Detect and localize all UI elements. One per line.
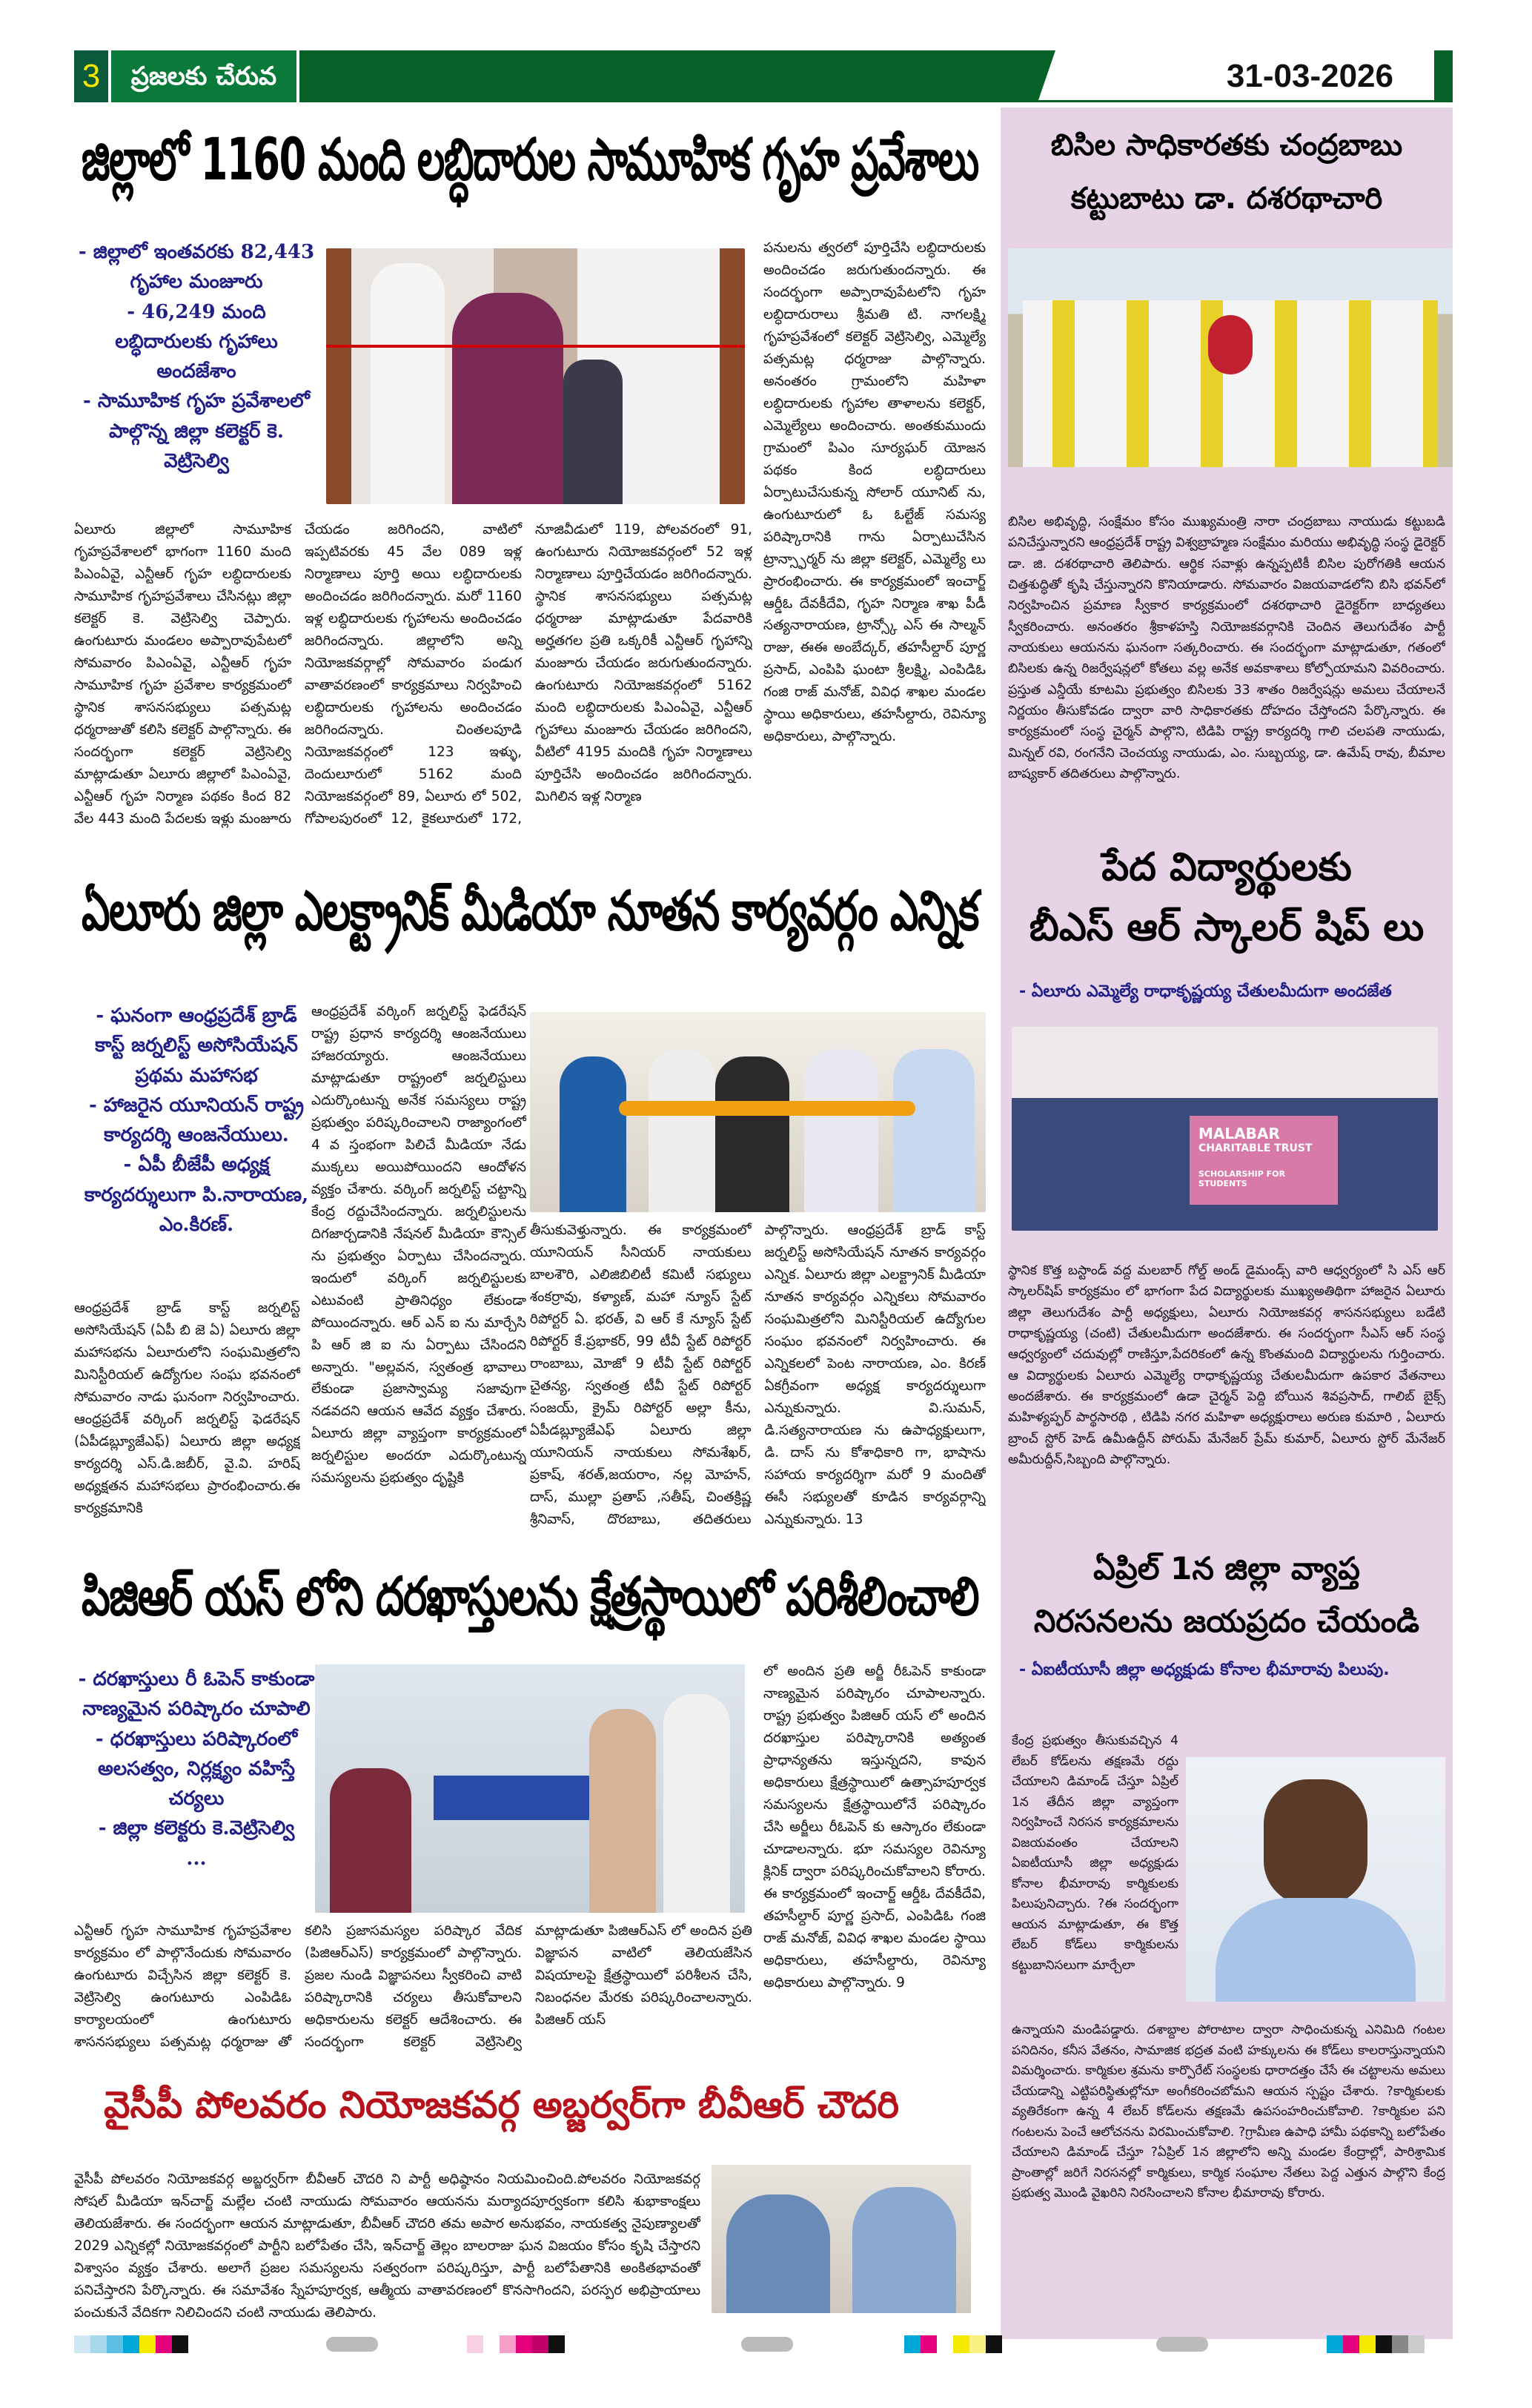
- article3-body: ఎన్టీఆర్ గృహ సామూహిక గృహప్రవేశాల కార్యక్రమం లో పాల్గొనేందుకు సోమవారం ఉంగుటూరు విచ్చేసిన జిల్లా కలెక్టర్ కె. వెట్రిసెల్వి ఉంగుటూరు ఎంపిడిఓ కార్యాలయంలో ఉంగుటూరు శాసనసభ్యులు పత్సమట్ల ధర్మరాజు తో కలిసి ప్రజాసమస్యల పరిష్కార వేదిక (పిజిఆర్ఎస్) కార్యక్రమంలో పాల్గొన్నారు. ప్రజల నుండి విజ్ఞాపనలు స్వీకరించి వాటి పరిష్కారానికి చర్యలు తీసుకోవాలని అధికారులను కలెక్టర్ ఆదేశించారు. ఈ సందర్భంగా కలెక్టర్ వెట్రిసెల్వి మాట్లాడుతూ పిజిఆర్ఎస్ లో అందిన ప్రతి విజ్ఞాపన వాటిలో తెలియజేసిన విషయాలపై క్షేత్రస్థాయిలో పరిశీలన చేసి, నిబంధనల మేరకు పరిష్కరించాలన్నారు. పిజిఆర్ యస్: [74, 1923, 752, 2050]
- registration-mark: [1156, 2337, 1208, 2352]
- header-bar: [299, 50, 1048, 102]
- headline-line: బిసిల సాధికారతకు చంద్రబాబు: [1050, 128, 1403, 162]
- headline-line: పేద విద్యార్థులకు: [1101, 845, 1352, 890]
- article3-bullets: [78, 1664, 315, 1873]
- sidebar-story3-subtitle: - ఏఐటీయూసీ జిల్లా అధ్యక్షుడు కోనాల భీమారావు పిలుపు.: [1019, 1661, 1390, 1679]
- bullet: - జిల్లాలో ఇంతవరకు 82,443 గృహాల మంజూరు: [78, 241, 315, 294]
- article4-headline: వైసీపీ పోలవరం నియోజకవర్గ అబ్జర్వర్‌గా బీవీఆర్ చౌదరి: [104, 2083, 900, 2126]
- article1-body: ఏలూరు జిల్లాలో సామూహిక గృహప్రవేశాలలో భాగంగా 1160 మంది పిఎంఏవై, ఎన్టీఆర్ గృహ లబ్ధిదారులకు సామూహిక గృహప్రవేశాలు చేసినట్లు జిల్లా కలెక్టర్ కె. వెట్రిసెల్వి చెప్పారు. ఉంగుటూరు మండలం అప్పారావుపేటలో సోమవారం పిఎంఏవై, ఎన్టీఆర్ గృహ సామూహిక గృహ ప్రవేశాల కార్యక్రమంలో స్థానిక శాసనసభ్యులు పత్సమట్ల ధర్మరాజుతో కలిసి కలెక్టర్ పాల్గొన్నారు. ఈ సందర్భంగా కలెక్టర్ వెట్రిసెల్వి మాట్లాడుతూ ఏలూరు జిల్లాలో పిఎంఏవై, ఎన్టీఆర్ గృహ నిర్మాణ పథకం కింద 82 వేల 443 మంది పేదలకు ఇళ్లు మంజూరు చేయడం జరిగిందని, వాటిలో ఇప్పటివరకు 45 వేల 089 ఇళ్ల నిర్మాణాలు పూర్తి అయి లబ్ధిదారులకు అందించడం జరిగిందన్నారు. మరో 1160 ఇళ్ల లబ్ధిదారులకు గృహాలను అందించడం జరిగిందన్నారు. జిల్లాలోని అన్ని నియోజకవర్గాల్లో సోమవారం పండుగ వాతావరణంలో కార్యక్రమాలు నిర్వహించి లబ్ధిదారులకు గృహాలను అందించడం జరిగిందన్నారు. చింతలపూడి నియోజకవర్గంలో 123 ఇళ్ళు, దెందులూరులో 5162 మంది నియోజకవర్గంలో 89, ఏలూరు లో 502, గోపాలపురంలో 12, కైకలూరులో 172, నూజివీడులో 119, పోలవరంలో 91, ఉంగుటూరు నియోజకవర్గంలో 52 ఇళ్ల నిర్మాణాలు పూర్తిచేయడం జరిగిందన్నారు. స్థానిక శాసనసభ్యులు పత్సమట్ల ధర్మరాజు మాట్లాడుతూ పేదవారికి అర్హతగల ప్రతి ఒక్కరికీ ఎన్టీఆర్ గృహాన్ని మంజూరు చేయడం జరుగుతుందన్నారు. ఉంగుటూరు నియోజకవర్గంలో 5162 మంది లబ్ధిదారులకు పిఎంఏవై, ఎన్టీఆర్ గృహాలు మంజూరు చేయడం జరిగిందని, వీటిలో 4195 మందికి గృహ నిర్మాణాలు పూర్తిచేసి అందించడం జరిగిందన్నారు. మిగిలిన ఇళ్ల నిర్మాణ: [74, 522, 752, 827]
- bheemarao-portrait: [1186, 1757, 1445, 2002]
- section-title: ప్రజలకు చేరువ: [111, 50, 296, 102]
- sidebar-story1-body: బిసిల అభివృద్ధి, సంక్షేమం కోసం ముఖ్యమంత్రి నారా చంద్రబాబు నాయుడు కట్టుబడి పనిచేస్తున్నారని ఆంధ్రప్రదేశ్ రాష్ట్ర విశ్వబ్రాహ్మణ సంక్షేమం మరియు అభివృద్ధి సంస్థ డైరెక్టర్ డా. జి. దశరథాచారి తెలిపారు. ఆర్థిక సవాళ్లు ఉన్నప్పటికీ బిసిల పురోగతికి ఆయన చిత్తశుద్ధితో కృషి చేస్తున్నారని కొనియాడారు. సోమవారం విజయవాడలోని బిసి భవన్‌లో నిర్వహించిన ప్రమాణ స్వీకార కార్యక్రమంలో దశరథాచారి డైరెక్టర్‌గా బాధ్యతలు స్వీకరించారు. అనంతరం శ్రీకాళహస్తి నియోజకవర్గానికి చెందిన తెలుగుదేశం పార్టీ నాయకులు ఆయనను ఘనంగా సత్కరించారు. ఈ సందర్భంగా మాట్లాడుతూ, గతంలో బిసిలకు ఉన్న రిజర్వేషన్లలో కోతలు వల్ల అనేక అవకాశాలు కోల్పోయామని వివరించారు. ప్రస్తుత ఎన్డీయే కూటమి ప్రభుత్వం బిసిలకు 33 శాతం రిజర్వేషన్లు అమలు చేయాలనే నిర్ణయం తీసుకోవడం ద్వారా వారి సాధికారతకు దోహదం చేస్తోందని పేర్కొన్నారు. ఈ కార్యక్రమంలో సంస్థ చైర్మన్ పాల్గొని, టిడిపి రాష్ట్ర కార్యదర్శి గాలి చలపతి నాయుడు, మిన్నల్ రవి, రంగనేని చెంచయ్య నాయుడు, ఎం. సుబ్బయ్య, డా. ఉమేష్ రావు, బీమాల బాష్యకార్ తదితరులు పాల్గొన్నారు.: [1008, 515, 1445, 782]
- registration-strip: [1327, 2335, 1425, 2353]
- article2-body-right: తీసుకువెళ్తున్నారు. ఈ కార్యక్రమంలో యూనియన్ సీనియర్ నాయకులు బాలశౌరి, ఎలిజిబిలిటీ కమిటీ సభ్యులు శంకర్రావు, కళ్యాణ్, మహా న్యూస్ స్టేట్ రిపోర్టర్ ఏ. భరత్, వి ఆర్ కే న్యూస్ స్టేట్ రిపోర్టర్ కే.ప్రభాకర్, 99 టీవీ స్టేట్ రిపోర్టర్ రాంబాబు, మోజో 9 టీవీ స్టేట్ రిపోర్టర్ చైతన్య, స్వతంత్ర టీవీ స్టేట్ రిపోర్టర్ సంజయ్, క్రైమ్ రిపోర్టర్ అల్లా కీను, ఏపీడబ్ల్యూజేఎఫ్ ఏలూరు జిల్లా యూనియన్ నాయకులు సోమశేఖర్, ప్రకాష్, శరత్,జయరాం, నల్ల మోహన్, దాస్, ముల్లా ప్రతాప్ ,సతీష్, చింతక్రిష్ణ శ్రీనివాస్, దొరబాబు, తదితరులు పాల్గొన్నారు. ఆంధ్రప్రదేశ్ బ్రాడ్ కాస్ట్ జర్నలిస్ట్ అసోసియేషన్ నూతన కార్యవర్గం ఎన్నిక. ఏలూరు జిల్లా ఎలక్ట్రానిక్ మీడియా నూతన కార్యవర్గం ఎన్నికలు సోమవారం సంఘమిత్రలోని మినిస్టీరియల్ ఉద్యోగుల సంఘం భవనంలో నిర్వహించారు. ఈ ఎన్నికలలో పెంట నారాయణ, ఎం. కిరణ్ ఏకగ్రీవంగా అధ్యక్ష కార్యదర్శులుగా ఎన్నుకున్నారు. వి.సుమన్, డి.సత్యనారాయణ ను ఉపాధ్యక్షులుగా, డి. దాస్ ను కోశాధికారి గా, భాషాను సహాయ కార్యదర్శిగా మరో 9 మందితో ఈసీ సభ్యులతో కూడిన కార్యవర్గాన్ని ఎన్నుకున్నారు. 13: [530, 1223, 986, 1527]
- article3-headline: పిజిఆర్ యస్ లోని దరఖాస్తులను క్షేత్రస్థాయిలో పరిశీలించాలి: [82, 1565, 978, 1627]
- article1-bullets: [78, 237, 315, 476]
- sidebar-story3-headline: [1008, 1542, 1445, 1648]
- headline-line: కట్టుబాటు డా. దశరథాచారి: [1070, 182, 1383, 216]
- scholarship-banner: [1190, 1116, 1338, 1205]
- article2-body-mid: ఆంధ్రప్రదేశ్ వర్కింగ్ జర్నలిస్ట్ ఫెడరేషన్ రాష్ట్ర ప్రధాన కార్యదర్శి ఆంజనేయులు హాజరయ్యారు. ఆంజనేయులు మాట్లాడుతూ రాష్ట్రంలో జర్నలిస్టులు ఎదుర్కొంటున్న అనేక సమస్యలు రాష్ట్ర ప్రభుత్వం పరిష్కరించాలని రాజ్యాంగంలో 4 వ స్తంభంగా పిలిచే మీడియా నేడు ముక్కలు అయిపోయిందని ఆందోళన వ్యక్తం చేశారు. వర్కింగ్ జర్నలిస్ట్ చట్టాన్ని కేంద్ర రద్దుచేసిందన్నారు. జర్నలిస్టులను దిగజార్చడానికి నేషనల్ మీడియా కౌన్సిల్ ను ప్రభుత్వం ఏర్పాటు చేసిందన్నారు. ఇందులో వర్కింగ్ జర్నలిస్టులకు ఎటువంటి ప్రాతినిధ్యం లేకుండా పోయిందన్నారు. ఆర్ ఎన్ ఐ ను మార్చేసి పి ఆర్ జి ఐ ను ఏర్పాటు చేసిందని అన్నారు. "అల్లవన, స్వతంత్ర భావాలు లేకుండా ప్రజాస్వామ్య సజావుగా నడవదని ఆయన ఆవేద వ్యక్తం చేశారు. ఏలూరు జిల్లా వ్యాప్తంగా కార్యక్రమంలో జర్నలిస్టుల అందరూ ఎదుర్కొంటున్న సమస్యలను ప్రభుత్వం దృష్టికి: [311, 1004, 526, 1486]
- bullet: - ఘనంగా ఆంధ్రప్రదేశ్ బ్రాడ్ కాస్ట్ జర్నలిస్ట్ అసోసియేషన్ ప్రథమ మహాసభ: [95, 1005, 298, 1087]
- banner-subtitle: CHARITABLE TRUST: [1198, 1142, 1313, 1154]
- article2-body-left: ఆంధ్రప్రదేశ్ బ్రాడ్ కాస్ట్ జర్నలిస్ట్ అసోసియేషన్ (ఏపీ బి జె ఏ) ఏలూరు జిల్లా మహాసభను ఏలూరులోని సంఘమిత్రలోని మినిస్టీరియల్ ఉద్యోగుల సంఘ భవనంలో సోమవారం నాడు ఘనంగా నిర్వహించారు. ఆంధ్రప్రదేశ్ వర్కింగ్ జర్నలిస్ట్ ఫెడరేషన్ (ఏపీడబ్ల్యూజేఎఫ్) ఏలూరు జిల్లా అధ్యక్ష కార్యదర్శి ఎస్.డి.జబీర్, వై.వి. హరిష్ అధ్యక్షతన మహాసభలు ప్రారంభించారు.ఈ కార్యక్రమానికి: [74, 1300, 300, 1516]
- bullet: - ఏపీ బీజేపీ అధ్యక్ష కార్యదర్శులుగా పి.నారాయణ, ఎం.కిరణ్.: [84, 1154, 309, 1237]
- registration-strip: [74, 2335, 188, 2353]
- article1-headline: జిల్లాలో 1160 మంది లబ్ధిదారుల సామూహిక గృహ ప్రవేశాలు: [82, 127, 978, 194]
- bullet: - జిల్లా కలెక్టరు కె.వెట్రిసెల్వి: [98, 1817, 295, 1840]
- bullet: - హాజరైన యూనియన్ రాష్ట్ర కార్యదర్శి ఆంజనేయులు.: [88, 1094, 305, 1147]
- article4-body: వైసీపీ పోలవరం నియోజకవర్గ అబ్జర్వర్‌గా బీవీఆర్ చౌదరి ని పార్టీ అధిష్ఠానం నియమించింది.పోలవరం నియోజకవర్గ సోషల్ మీడియా ఇన్‌చార్జ్ మల్లేల చంటి నాయుడు సోమవారం ఆయనను మర్యాదపూర్వకంగా కలిసి శుభాకాంక్షలు తెలియజేశారు. ఈ సందర్భంగా ఆయన మాట్లాడుతూ, బీవీఆర్ చౌదరి తమ అపార అనుభవం, నాయకత్వ నైపుణ్యాలతో 2029 ఎన్నికల్లో నియోజకవర్గంలో పార్టీని బలోపేతం చేసి, ఇన్‌చార్జ్ తెల్లం బాలరాజు ఘన విజయం కోసం కృషి చేస్తారని విశ్వాసం వ్యక్తం చేశారు. అలాగే ప్రజల సమస్యలను సత్వరంగా పరిష్కరిస్తూ, పార్టీ బలోపేతానికి అంకితభావంతో పనిచేస్తారని పేర్కొన్నారు. ఈ సమావేశం స్నేహపూర్వక, ఆత్మీయ వాతావరణంలో కొనసాగిందని, పరస్పర అభిప్రాయాలు పంచుకునే వేదికగా నిలిచిందని చంటి నాయుడు తెలిపారు.: [74, 2172, 700, 2321]
- article3-side-text: లో అందిన ప్రతి అర్జీ రీఓపెన్ కాకుండా నాణ్యమైన పరిష్కారం చూపాలన్నారు. రాష్ట్ర ప్రభుత్వం పిజిఆర్ యస్ లో అందిన దరఖాస్తుల పరిష్కారానికి అత్యంత ప్రాధాన్యతను ఇస్తున్నదని, కావున అధికారులు క్షేత్రస్థాయిలో ఉత్సాహపూర్వక సమస్యలను క్షేత్రస్థాయిలోనే పరిష్కారం చేసి అర్జీలు రీఓపెన్ కు ఆస్కారం లేకుండా చూడాలన్నారు. భూ సమస్యల రెవిన్యూ క్లినిక్ ద్వారా పరిష్కరించుకోవాలని కోరారు. ఈ కార్యక్రమంలో ఇంచార్జ్ ఆర్డీఓ దేవకీదేవి, తహసీల్దార్ పూర్ణ ప్రసాద్, ఎంపిడిఓ గంజి రాజ్ మనోజ్, వివిధ శాఖల మండల స్థాయి అధికారులు, తహసీల్దారు, రెవిన్యూ అధికారులు పాల్గొన్నారు. 9: [763, 1664, 986, 1991]
- sidebar-story2-body: స్థానిక కొత్త బస్టాండ్ వద్ద మలబార్ గోల్డ్ అండ్ డైమండ్స్ వారి ఆధ్వర్యంలో సి ఎస్ ఆర్ స్కాలర్‌షిప్ కార్యక్రమం లో భాగంగా పేద విద్యార్థులకు ముఖ్యఅతిథిగా హాజరైన ఏలూరు జిల్లా తెలుగుదేశం పార్టీ అధ్యక్షులు, ఏలూరు నియోజకవర్గ శాసనసభ్యులు బడేటి రాధాకృష్ణయ్య (చంటి) చేతులమీదుగా అందజేశారు. ఈ సందర్భంగా సీఎస్ ఆర్ సంస్థ ఆధ్వర్యంలో చదువుల్లో రాణిస్తూ,పేదరికంలో ఉన్న కొంతమంది విద్యార్థులను గుర్తించారు. ఆ విద్యార్థులకు ఏలూరు ఎమ్మెల్యే రాధాకృష్ణయ్య చేతులమీదుగా ఉపకార వేతనాలు అందజేశారు. ఈ కార్యక్రమంలో ఉడా చైర్మన్ పెద్ది బోయిన శివప్రసాద్, గాలిబ్ బైక్స్ మహిళ్యప్ఫర్ పార్థసారథి , టిడిపి నగర మహిళా అధ్యక్షురాలు అరుణ కుమారి , ఏలూరు బ్రాంచ్ స్టోర్ హెడ్ ఉమీఉద్దీన్ పోరుమ్ మేనేజర్ ప్రేమ్ కుమార్, ఏలూరు స్టోర్ మేనేజర్ అమీరుద్దీన్,సిబ్బంది పాల్గొన్నారు.: [1008, 1263, 1445, 1468]
- scholarship-distribution-photo: [1012, 1027, 1438, 1231]
- bvr-chowdary-photo: [712, 2165, 971, 2313]
- registration-strip: [904, 2335, 1002, 2353]
- bullet: - ధరఖాస్తులు పరిష్కారంలో అలసత్వం, నిర్లక్ష్యం వహిస్తే చర్యలు: [95, 1727, 298, 1810]
- headline-line: ఏప్రిల్ 1న జిల్లా వ్యాప్త: [1093, 1550, 1360, 1587]
- article1-side-text: పనులను త్వరలో పూర్తిచేసి లబ్ధిదారులకు అందించడం జరుగుతుందన్నారు. ఈ సందర్భంగా అప్పారావుపేటలోని గృహ లబ్ధిదారురాలు శ్రీమతి టి. నాగలక్ష్మి గృహప్రవేశంలో కలెక్టర్ వెట్రిసెల్వి, ఎమ్మెల్యే పత్సమట్ల ధర్మరాజు పాల్గొన్నారు. అనంతరం గ్రామంలోని మహిళా లబ్ధిదారులకు గృహాల తాళాలను కలెక్టర్, ఎమ్మెల్యేలు అందించారు. అంతకుముందు గ్రామంలో పిఎం సూర్యఘర్ యోజన పథకం కింద లబ్ధిదారులు ఏర్పాటుచేసుకున్న సోలార్ యూనిట్ ను, ఉంగుటూరులో ఓ ఓల్టేజ్ సమస్య పరిష్కారానికి గాను ఏర్పాటుచేసిన ట్రాన్స్ఫార్మర్ ను జిల్లా కలెక్టర్, ఎమ్మెల్యే లు ప్రారంభించారు. ఈ కార్యక్రమంలో ఇంచార్జ్ ఆర్డీఓ దేవకీదేవి, గృహ నిర్మాణ శాఖ పీడీ సత్యనారాయణ, ట్రాన్స్కో ఎస్ ఈ సాల్మన్ రాజు, ఈఈ అంబేద్కర్, తహసీల్దార్ పూర్ణ ప్రసాద్, ఎంపిపి ఘంటా శ్రీలక్ష్మి, ఎంపిడిఓ గంజి రాజ్ మనోజ్, వివిధ శాఖల మండల స్థాయి అధికారులు, తహసీల్దారు, రెవిన్యూ అధికారులు, పాల్గొన్నారు.: [763, 240, 986, 745]
- page-number: 3: [74, 50, 108, 102]
- article2-headline: ఏలూరు జిల్లా ఎలక్ట్రానిక్ మీడియా నూతన కార్యవర్గం ఎన్నిక: [82, 879, 978, 943]
- bullet: ...: [186, 1847, 207, 1870]
- housing-ceremony-photo: [326, 248, 745, 504]
- headline-line: బీఎస్ ఆర్ స్కాలర్ షిప్ లు: [1029, 904, 1425, 950]
- banner-caption: SCHOLARSHIP FOR STUDENTS: [1198, 1169, 1285, 1188]
- sidebar-story2-subtitle: - ఏలూరు ఎమ్మెల్యే రాధాకృష్ణయ్య చేతులమీదుగా అందజేత: [1019, 982, 1392, 1001]
- pgrs-meeting-photo: [315, 1664, 745, 1913]
- media-committee-photo: [530, 1012, 986, 1212]
- bullet: - దరఖాస్తులు రీ ఓపెన్ కాకుండా నాణ్యమైన పరిష్కారం చూపాలి: [78, 1668, 315, 1721]
- registration-mark: [741, 2337, 793, 2352]
- headline-line: నిరసనలను జయప్రదం చేయండి: [1033, 1603, 1420, 1640]
- bullet: - 46,249 మంది లబ్ధిదారులకు గృహాలు అందజేశాం: [115, 300, 278, 383]
- date-box: [1038, 50, 1453, 102]
- registration-mark: [326, 2337, 378, 2352]
- sidebar-story3-body-left: కేంద్ర ప్రభుత్వం తీసుకువచ్చిన 4 లేబర్ కోడ్‌లను తక్షణమే రద్దు చేయాలని డిమాండ్ చేస్తూ ఏప్రిల్ 1న తేదీన జిల్లా వ్యాప్తంగా నిర్వహించే నిరసన కార్యక్రమాలను విజయవంతం చేయాలని ఏఐటీయూసీ జిల్లా అధ్యక్షుడు కోనాల భీమారావు కార్మికులకు పిలుపునిచ్చారు. ?ఈ సందర్భంగా ఆయన మాట్లాడుతూ, ఈ కొత్త లేబర్ కోడ్‌లు కార్మికులను కట్టుబానిసలుగా మార్చేలా: [1012, 1733, 1178, 1973]
- article2-bullets: [78, 1001, 315, 1240]
- banner-title: MALABAR: [1198, 1125, 1280, 1142]
- sidebar-story3-body-bottom: ఉన్నాయని మండిపడ్డారు. దశాబ్దాల పోరాటాల ద్వారా సాధించుకున్న ఎనిమిది గంటల పనిదినం, కనీస వేతనం, సామాజిక భద్రత వంటి హక్కులను ఈ కోడ్‌లు కాలరాస్తున్నాయని విమర్శించారు. కార్మికుల శ్రమను కార్పొరేట్ సంస్థలకు ధారాదత్తం చేసే ఈ చట్టాలను అమలు చేయడాన్ని ఎట్టిపరిస్థితుల్లోనూ అంగీకరించబోమని ఆయన స్పష్టం చేశారు. ?కార్మికులకు వ్యతిరేకంగా ఉన్న 4 లేబర్ కోడ్‌లను తక్షణమే ఉపసంహరించుకోవాలి. ?కార్మికుల పని గంటలను పెంచే ఆలోచనను విరమించుకోవాలి. ?గ్రామీణ ఉపాధి హామీ పథకాన్ని బలోపేతం చేయాలని డిమాండ్ చేస్తూ ?ఏప్రిల్ 1న జిల్లాలోని అన్ని మండల కేంద్రాల్లో, పారిశ్రామిక ప్రాంతాల్లో జరిగే నిరసనల్లో కార్మికులు, కార్మిక సంఘాల నేతలు పెద్ద ఎత్తున పాల్గొని కేంద్ర ప్రభుత్వ మొండి వైఖరిని నిరసించాలని కోనాల భీమారావు కోరారు.: [1012, 2022, 1445, 2201]
- registration-strip: [467, 2335, 565, 2353]
- issue-date: 31-03-2026: [1226, 58, 1393, 94]
- dasaradhachari-felicitation-photo: [1008, 248, 1453, 467]
- bullet: - సామూహిక గృహ ప్రవేశాలలో పాల్గొన్న జిల్లా కలెక్టర్ కె. వెట్రిసెల్వి: [83, 390, 310, 473]
- sidebar-story2-headline: [1008, 838, 1445, 957]
- sidebar-story1-headline: [1008, 119, 1445, 225]
- header-end: [1434, 50, 1453, 102]
